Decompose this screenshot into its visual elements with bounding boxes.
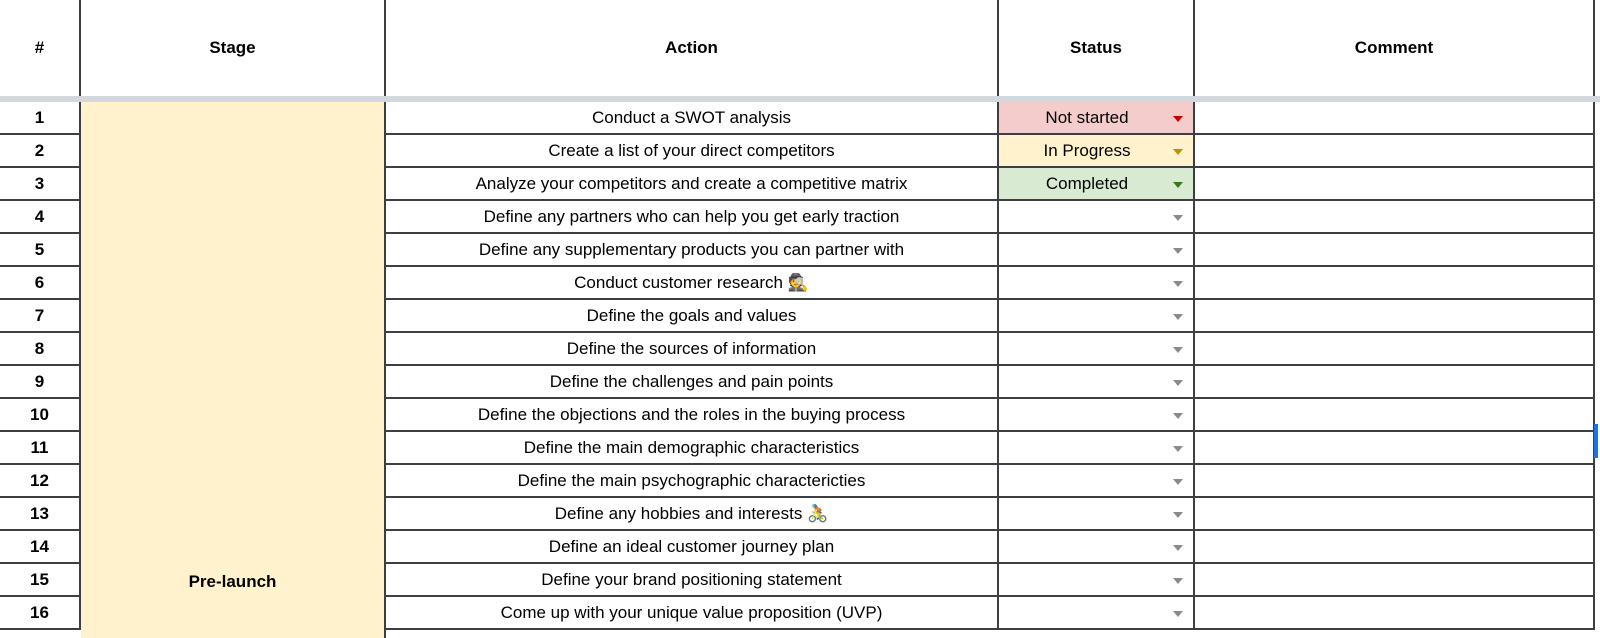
table-row xyxy=(0,366,1600,399)
dropdown-caret-icon[interactable] xyxy=(1173,545,1183,551)
action-cell[interactable]: Conduct a SWOT analysis xyxy=(386,102,999,135)
comment-cell[interactable] xyxy=(1195,234,1595,267)
dropdown-caret-icon[interactable] xyxy=(1173,578,1183,584)
row-number-cell[interactable]: 7 xyxy=(0,300,81,333)
row-number-cell[interactable]: 15 xyxy=(0,564,81,597)
dropdown-caret-icon[interactable] xyxy=(1173,347,1183,353)
row-number-cell[interactable]: 12 xyxy=(0,465,81,498)
status-value: Not started xyxy=(1045,107,1129,127)
comment-cell[interactable] xyxy=(1195,267,1595,300)
status-dropdown[interactable] xyxy=(999,102,1195,135)
status-dropdown[interactable] xyxy=(999,498,1195,531)
comment-cell[interactable] xyxy=(1195,531,1595,564)
table-row xyxy=(0,399,1600,432)
dropdown-caret-icon[interactable] xyxy=(1173,512,1183,518)
dropdown-caret-icon[interactable] xyxy=(1173,149,1183,155)
header-num[interactable]: # xyxy=(0,0,81,96)
status-dropdown[interactable] xyxy=(999,135,1195,168)
status-dropdown[interactable] xyxy=(999,201,1195,234)
dropdown-caret-icon[interactable] xyxy=(1173,281,1183,287)
row-number-cell[interactable]: 5 xyxy=(0,234,81,267)
row-number-cell[interactable]: 10 xyxy=(0,399,81,432)
dropdown-caret-icon[interactable] xyxy=(1173,413,1183,419)
action-cell[interactable]: Define any partners who can help you get early traction xyxy=(386,201,999,234)
action-cell[interactable]: Analyze your competitors and create a competitive matrix xyxy=(386,168,999,201)
comment-cell[interactable] xyxy=(1195,399,1595,432)
table-row xyxy=(0,201,1600,234)
table-row xyxy=(0,531,1600,564)
header-action[interactable]: Action xyxy=(386,0,999,96)
comment-cell[interactable] xyxy=(1195,168,1595,201)
row-number-cell[interactable]: 3 xyxy=(0,168,81,201)
dropdown-caret-icon[interactable] xyxy=(1173,446,1183,452)
status-dropdown[interactable] xyxy=(999,333,1195,366)
table-row xyxy=(0,168,1600,201)
action-cell[interactable]: Define the sources of information xyxy=(386,333,999,366)
row-number-cell[interactable]: 6 xyxy=(0,267,81,300)
action-cell[interactable]: Define any supplementary products you can partner with xyxy=(386,234,999,267)
header-comment[interactable]: Comment xyxy=(1195,0,1595,96)
comment-cell[interactable] xyxy=(1195,432,1595,465)
header-row xyxy=(0,0,1600,96)
row-number-cell[interactable]: 1 xyxy=(0,102,81,135)
comment-cell[interactable] xyxy=(1195,300,1595,333)
comment-cell[interactable] xyxy=(1195,102,1595,135)
dropdown-caret-icon[interactable] xyxy=(1173,215,1183,221)
row-number-cell[interactable]: 2 xyxy=(0,135,81,168)
action-cell[interactable]: Define the objections and the roles in the buying process xyxy=(386,399,999,432)
dropdown-caret-icon[interactable] xyxy=(1173,116,1183,122)
action-cell[interactable]: Define the main psychographic charactericties xyxy=(386,465,999,498)
status-value: Completed xyxy=(1045,173,1129,193)
status-dropdown[interactable] xyxy=(999,300,1195,333)
dropdown-caret-icon[interactable] xyxy=(1173,182,1183,188)
action-cell[interactable]: Define your brand positioning statement xyxy=(386,564,999,597)
status-dropdown[interactable] xyxy=(999,531,1195,564)
row-number-cell[interactable]: 16 xyxy=(0,597,81,630)
table-row xyxy=(0,597,1600,630)
status-dropdown[interactable] xyxy=(999,168,1195,201)
table-row xyxy=(0,333,1600,366)
table-row xyxy=(0,102,1600,135)
stage-label: Pre-launch xyxy=(188,572,277,591)
table-row xyxy=(0,564,1600,597)
status-dropdown[interactable] xyxy=(999,597,1195,630)
table-row xyxy=(0,432,1600,465)
action-cell[interactable]: Conduct customer research 🕵 xyxy=(386,267,999,300)
row-number-cell[interactable]: 9 xyxy=(0,366,81,399)
dropdown-caret-icon[interactable] xyxy=(1173,611,1183,617)
action-cell[interactable]: Define any hobbies and interests 🚴 xyxy=(386,498,999,531)
row-number-cell[interactable]: 8 xyxy=(0,333,81,366)
action-cell[interactable]: Come up with your unique value proposition (UVP) xyxy=(386,597,999,630)
comment-cell[interactable] xyxy=(1195,135,1595,168)
dropdown-caret-icon[interactable] xyxy=(1173,380,1183,386)
row-number-cell[interactable]: 13 xyxy=(0,498,81,531)
action-cell[interactable]: Define an ideal customer journey plan xyxy=(386,531,999,564)
table-row xyxy=(0,498,1600,531)
comment-cell[interactable] xyxy=(1195,564,1595,597)
table-row xyxy=(0,267,1600,300)
dropdown-caret-icon[interactable] xyxy=(1173,248,1183,254)
status-dropdown[interactable] xyxy=(999,366,1195,399)
status-dropdown[interactable] xyxy=(999,564,1195,597)
row-number-cell[interactable]: 14 xyxy=(0,531,81,564)
action-cell[interactable]: Define the challenges and pain points xyxy=(386,366,999,399)
comment-cell[interactable] xyxy=(1195,465,1595,498)
header-status[interactable]: Status xyxy=(999,0,1195,96)
status-dropdown[interactable] xyxy=(999,465,1195,498)
selection-indicator xyxy=(1594,424,1598,458)
table-row xyxy=(0,465,1600,498)
comment-cell[interactable] xyxy=(1195,201,1595,234)
row-number-cell[interactable]: 4 xyxy=(0,201,81,234)
status-dropdown[interactable] xyxy=(999,234,1195,267)
comment-cell[interactable] xyxy=(1195,597,1595,630)
dropdown-caret-icon[interactable] xyxy=(1173,314,1183,320)
table-row xyxy=(0,300,1600,333)
header-stage[interactable]: Stage xyxy=(81,0,386,96)
table-row xyxy=(0,234,1600,267)
comment-cell[interactable] xyxy=(1195,333,1595,366)
action-cell[interactable]: Create a list of your direct competitors xyxy=(386,135,999,168)
status-dropdown[interactable] xyxy=(999,267,1195,300)
comment-cell[interactable] xyxy=(1195,498,1595,531)
status-dropdown[interactable] xyxy=(999,399,1195,432)
action-cell[interactable]: Define the main demographic characteristics xyxy=(386,432,999,465)
row-number-cell[interactable]: 11 xyxy=(0,432,81,465)
action-cell[interactable]: Define the goals and values xyxy=(386,300,999,333)
comment-cell[interactable] xyxy=(1195,366,1595,399)
status-dropdown[interactable] xyxy=(999,432,1195,465)
status-value: In Progress xyxy=(1043,140,1131,160)
dropdown-caret-icon[interactable] xyxy=(1173,479,1183,485)
table-row xyxy=(0,135,1600,168)
